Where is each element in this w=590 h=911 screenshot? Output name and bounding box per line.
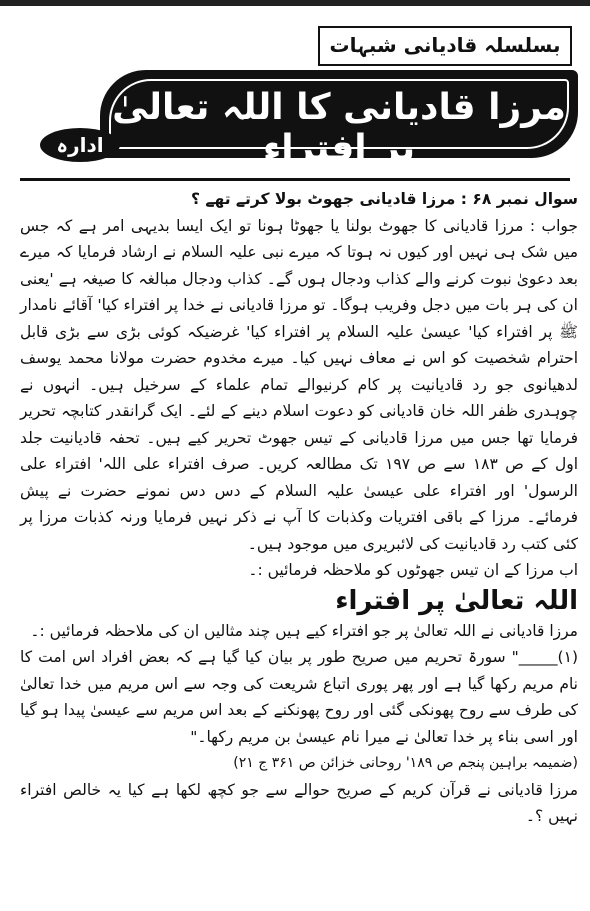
quote-paragraph: (۱)_____" سورۃ تحریم میں صریح طور پر بیان کیا گیا ہے کہ بعض افراد اس امت کا نام مریم رکھا گیا ہے اور پھر پوری اتباع شریعت کی وجہ سے اس مریم میں خدا تعالیٰ کی طرف سے روح پھونکی گئی اور روح پھونکنے کے بعد اس مریم سے عیسیٰ پیدا ہو گیا اور اسی بناء پر خدا تعالیٰ نے میرا نام عیسیٰ بن مریم رکھا۔" — [20, 648, 578, 746]
intro-line: مرزا قادیانی نے اللہ تعالیٰ پر جو افتراء کیے ہیں چند مثالیں ان کی ملاحظہ فرمائیں :۔ — [30, 621, 578, 640]
series-title: بسلسلہ قادیانی شبہات — [329, 33, 561, 57]
series-title-box — [318, 26, 572, 66]
main-title: مرزا قادیانی کا اللہ تعالیٰ پر افتراء — [112, 87, 566, 169]
author-badge: ادارہ — [40, 128, 120, 162]
section-divider — [20, 178, 570, 181]
answer-paragraph: جواب : مرزا قادیانی کا جھوٹ بولنا یا جھوٹا ہونا تو ایک ایسا بدیہی امر ہے کہ جس میں شک ہی نہیں اور کیوں نہ ہوتا کہ میرے نبی علیہ السلام نے ارشاد فرمایا کہ میرے بعد دعویٰ نبوت کرنے والے کذاب ودجال ہوں گے۔ کذاب ودجال مبالغہ کا صیغہ ہے 'یعنی ان کی ہر بات میں دجل وفریب ہوگا۔ تو مرزا قادیانی نے خدا پر افتراء کیا' آقائے نامدار ﷺ پر افتراء کیا' عیسیٰ علیہ السلام پر افتراء کیا' غرضیکہ کوئی بڑی سے بڑی قابل احترام شخصیت کو اس نے معاف نہیں کیا۔ میرے مخدوم حضرت مولانا محمد یوسف لدھیانوی جو رد قادیانیت پر کام کرنیوالے تمام علماء کے سرخیل ہیں۔ انہوں نے چوہدری ظفر اللہ خان قادیانی کو دعوت اسلام دینے کے لئے۔ ایک گرانقدر کتابچہ تحریر فرمایا تھا جس میں مرزا قادیانی کے تیس جھوٹ تحریر کیے ہیں۔ تحفہ قادیانیت جلد اول کے ص ۱۸۳ سے ص ۱۹۷ تک مطالعہ کریں۔ صرف افتراء علی اللہ' افتراء علی الرسول' اور افتراء علی عیسیٰ علیہ السلام کے دس دس نمونے حضرت نے پیش فرمائے۔ مرزا کے باقی افتریات وکذبات کا آپ نے ذکر نہیں فرمایا ورنہ کذبات مرزا پر کئی کتب رد قادیانیت کی لائبریری میں موجود ہیں۔ — [20, 216, 578, 553]
top-rule — [0, 0, 590, 6]
subheading: اللہ تعالیٰ پر افتراء — [335, 585, 578, 616]
answer-lead-in: اب مرزا کے ان تیس جھوٹوں کو ملاحظہ فرمائیں :۔ — [248, 561, 578, 579]
title-banner — [100, 70, 578, 169]
reference-line: (ضمیمہ براہین پنجم ص ۱۸۹' روحانی خزائن ص ۳۶۱ ج ۲۱) — [233, 755, 578, 771]
closing-line: مرزا قادیانی نے قرآن کریم کے صریح حوالے سے جو کچھ لکھا ہے کیا یہ خالص افتراء نہیں ؟۔ — [20, 780, 578, 825]
article-body — [20, 186, 578, 830]
question-line: سوال نمبر ۶۸ : مرزا قادیانی جھوٹ بولا کرتے تھے ؟ — [191, 190, 578, 208]
